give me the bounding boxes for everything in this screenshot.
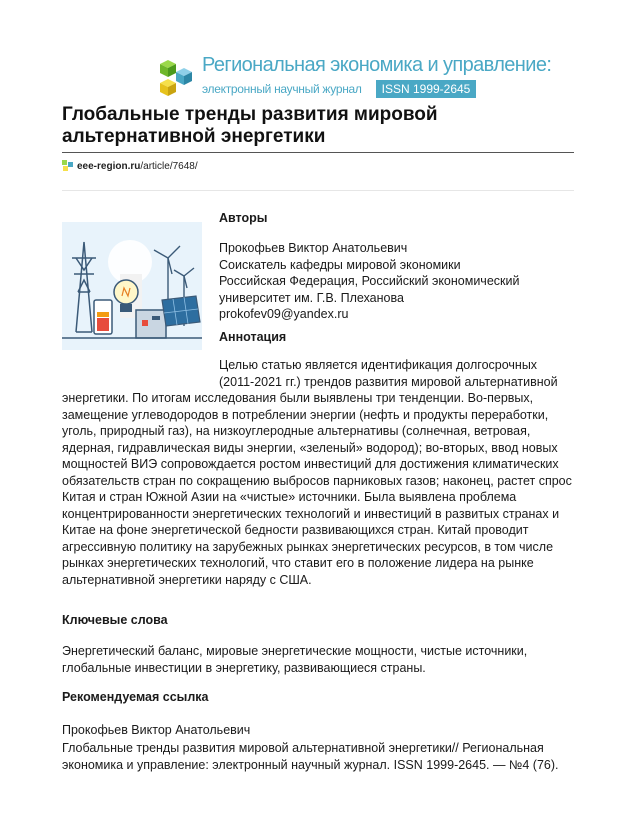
article-url[interactable] [62, 160, 198, 172]
journal-subtitle: электронный научный журнал [202, 82, 362, 96]
journal-issn-badge: ISSN 1999-2645 [376, 80, 476, 98]
citation-author: Прокофьев Виктор Анатольевич [62, 723, 251, 737]
annotation-body: Целью статью является идентификация долгосрочных (2011-2021 гг.) трендов развития мировой альтернативной энергетики. По итогам исследования были выявлены три тенденции. Во-первых, замещение углеводородов в потреблении энергии (нефть и продукты переработки, уголь, природный газ), на низкоуглеродные альтернативы (солнечная, ветровая, ядерная, гидравлическая виды энергии, «зеленый» водород); во-вторых, ввод новых мощностей ВИЭ сопровождается ростом инвестиций для достижения климатических обязательств стран по сокращению выбросов парниковых газов; наконец, растет спрос Китая и стран Южной Азии на «чистые» источники. Была выявлена проблема концентрированности энергетических технологий и инвестиций в развитых странах и Китае на фоне энергетической бедности развивающихся стран. Китай проводит агрессивную политику на зарубежных рынках энергетических ресурсов, в том числе рынках энергетических технологий, что ставит его в положение лидера на рынке альтернативной энергетики наряду с США. [62, 358, 572, 587]
journal-masthead [156, 52, 552, 100]
author-name: Прокофьев Виктор Анатольевич [219, 241, 408, 255]
citation-text: Глобальные тренды развития мировой альтернативной энергетики// Региональная экономика и управление: электронный научный журнал. ISSN 1999-2645. — №4 (76). [62, 741, 559, 772]
author-affiliation-cont: университет им. Г.В. Плеханова [219, 290, 404, 305]
author-email[interactable]: prokofev09@yandex.ru [219, 307, 349, 321]
annotation-text [62, 357, 572, 588]
title-divider [62, 152, 574, 153]
citation-heading: Рекомендуемая ссылка [62, 690, 209, 704]
header-divider [62, 190, 574, 191]
url-domain: eee-region.ru [77, 160, 141, 172]
article-title: Глобальные тренды развития мировой альтернативной энергетики [62, 104, 438, 147]
url-path: /article/7648/ [140, 160, 198, 172]
authors-heading: Авторы [219, 211, 268, 225]
author-affiliation: Российская Федерация, Российский экономический [219, 274, 520, 288]
journal-title: Региональная экономика и управление: [202, 54, 552, 76]
keywords-heading: Ключевые слова [62, 613, 168, 627]
site-favicon-icon [62, 160, 74, 172]
annotation-heading: Аннотация [219, 330, 287, 344]
author-info [219, 240, 579, 323]
keywords-text: Энергетический баланс, мировые энергетические мощности, чистые источники, глобальные инвестиции в энергетику, развивающиеся страны. [62, 644, 528, 675]
author-position: Соискатель кафедры мировой экономики [219, 257, 461, 272]
energy-illustration [62, 222, 202, 350]
journal-logo-icon [156, 58, 196, 98]
